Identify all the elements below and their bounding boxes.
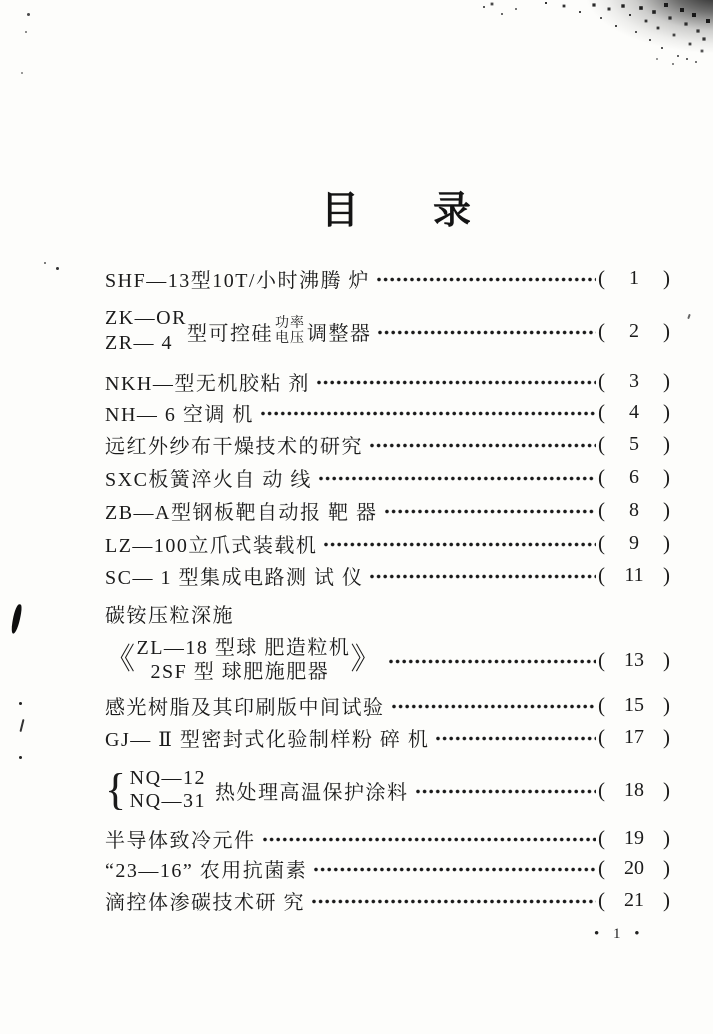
open-paren: ( (598, 318, 605, 343)
close-paren: ) (663, 431, 670, 456)
toc-dots-leader (314, 867, 596, 872)
toc-entry-title: NKH—型无机胶粘 剂 (105, 372, 310, 395)
ink-blot (10, 604, 22, 635)
scan-speck (56, 267, 59, 270)
page-number-value: 1 (629, 266, 639, 289)
toc-entry (105, 692, 670, 718)
close-paren: ) (663, 265, 670, 290)
open-paren: ( (598, 647, 605, 672)
toc-entry (105, 724, 670, 750)
toc-entry (105, 464, 670, 490)
scan-noise-corner (538, 0, 713, 85)
footer-page-number: • 1 • (594, 926, 645, 942)
open-paren: ( (598, 368, 605, 393)
toc-entry (105, 431, 670, 457)
open-paren: ( (598, 265, 605, 290)
scan-speck (19, 719, 24, 732)
page-number-value: 17 (624, 725, 644, 748)
toc-entry-title: SHF—13型10T/小时沸腾 炉 (105, 269, 370, 292)
toc-page-number (598, 498, 670, 523)
toc-dots-leader (377, 277, 596, 282)
page-number-value: 18 (624, 778, 644, 801)
toc-page-number (598, 648, 670, 673)
toc-dots-leader (261, 411, 596, 416)
scan-speck (27, 13, 30, 16)
open-paren: ( (598, 887, 605, 912)
page-number-value: 15 (624, 693, 644, 716)
toc-entry (105, 562, 670, 588)
model-code-top: ZK—OR (105, 307, 187, 329)
close-paren: ) (663, 368, 670, 393)
bracket-title-stack (137, 636, 351, 684)
toc-page-number (598, 725, 670, 750)
toc-entry (105, 636, 670, 684)
toc-page-number (598, 432, 670, 457)
toc-page-number (598, 400, 670, 425)
open-angle-bracket: 《 (105, 643, 137, 676)
toc-entry-title: 热处理高温保护涂料 (215, 781, 409, 804)
toc-entry (105, 368, 670, 394)
toc-page-number (598, 778, 670, 803)
toc-dots-leader (385, 509, 597, 514)
toc-entry-title: ZB—A型钢板靶自动报 靶 器 (105, 501, 378, 524)
open-paren: ( (598, 497, 605, 522)
page-number-value: 20 (624, 856, 644, 879)
toc-dots-leader (416, 789, 596, 794)
model-code-stack (105, 306, 187, 356)
toc-dots-leader (370, 443, 596, 448)
model-code-bottom: ZR— 4 (105, 332, 174, 354)
toc-page-number (598, 266, 670, 291)
close-paren: ) (663, 692, 670, 717)
toc-dots-leader (319, 476, 596, 481)
model-code-stack (130, 767, 206, 813)
toc-page-number (598, 465, 670, 490)
open-paren: ( (598, 724, 605, 749)
close-paren: ) (663, 825, 670, 850)
toc-entry-title: SXC板簧淬火自 动 线 (105, 468, 312, 491)
toc-entry (105, 265, 670, 291)
scan-speck (19, 756, 22, 759)
toc-entry-title: “23—16” 农用抗菌素 (105, 859, 308, 882)
left-brace: { (105, 765, 128, 814)
toc-entry (105, 825, 670, 851)
bracket-line-1: ZL—18 型球 肥造粒机 (136, 637, 351, 659)
model-code-top: NQ—12 (129, 767, 207, 789)
toc-entry-title: LZ—100立爪式装载机 (105, 534, 318, 557)
small-word-bottom: 电压 (274, 331, 305, 346)
toc-entry (105, 497, 670, 523)
toc-page-number (598, 531, 670, 556)
page-number-value: 8 (629, 498, 639, 521)
toc-dots-leader (312, 899, 596, 904)
scan-speckles (545, 2, 547, 4)
model-code-bottom: NQ—31 (129, 790, 207, 812)
open-paren: ( (598, 855, 605, 880)
close-paren: ) (663, 497, 670, 522)
open-paren: ( (598, 825, 605, 850)
close-paren: ) (663, 464, 670, 489)
scan-speck (687, 314, 691, 319)
open-paren: ( (598, 431, 605, 456)
small-word-stack (275, 316, 305, 346)
toc-entry-title: 滴控体渗碳技术研 究 (105, 891, 305, 914)
page-number-value: 21 (624, 888, 644, 911)
close-paren: ) (663, 318, 670, 343)
page-number-value: 2 (629, 319, 639, 342)
page-number-value: 13 (624, 648, 644, 671)
toc-entry-title: NH— 6 空调 机 (105, 403, 254, 426)
toc-page-number (598, 563, 670, 588)
open-paren: ( (598, 464, 605, 489)
toc-entry-title: SC— 1 型集成电路测 试 仪 (105, 566, 364, 589)
scan-speck (19, 702, 22, 705)
open-paren: ( (598, 692, 605, 717)
page-number-value: 5 (629, 432, 639, 455)
toc-dots-leader (389, 659, 596, 664)
close-paren: ) (663, 530, 670, 555)
page-number-value: 19 (624, 826, 644, 849)
close-paren: ) (663, 855, 670, 880)
page-number-value: 4 (629, 400, 639, 423)
toc-entry (105, 887, 670, 913)
close-paren: ) (663, 647, 670, 672)
close-angle-bracket: 》 (350, 643, 382, 676)
toc-entry (105, 303, 670, 359)
toc-dots-leader (317, 380, 596, 385)
small-word-top: 功率 (274, 316, 305, 331)
page-number-value: 9 (629, 531, 639, 554)
toc-dots-leader (392, 704, 597, 709)
close-paren: ) (663, 887, 670, 912)
toc-entry-title: 型可控硅 (186, 322, 273, 345)
toc-dots-leader (378, 330, 596, 335)
toc-entry (105, 766, 670, 814)
toc-dots-leader (436, 736, 596, 741)
toc-entry-title: 半导体致冷元件 (105, 829, 256, 852)
toc-page-number (598, 888, 670, 913)
toc-entry-title: 远红外纱布干燥技术的研究 (105, 435, 363, 458)
open-paren: ( (598, 562, 605, 587)
open-paren: ( (598, 399, 605, 424)
toc-page-number (598, 856, 670, 881)
toc-entry-title: 感光树脂及其印刷版中间试验 (105, 696, 385, 719)
toc-page-number (598, 826, 670, 851)
toc-page-number (598, 319, 670, 344)
scan-speck (21, 72, 23, 74)
toc-dots-leader (370, 574, 596, 579)
close-paren: ) (663, 777, 670, 802)
page-title: 目录 (321, 190, 546, 232)
bracket-line-2: 2SF 型 球肥施肥器 (150, 661, 330, 683)
toc-entry-title: 碳铵压粒深施 (105, 604, 234, 627)
toc-entry-title: GJ— Ⅱ 型密封式化验制样粉 碎 机 (105, 728, 430, 751)
page-number-value: 6 (629, 465, 639, 488)
open-paren: ( (598, 530, 605, 555)
toc-entry (105, 530, 670, 556)
toc-dots-leader (263, 837, 597, 842)
toc-entry (105, 855, 670, 881)
toc-entry-title-tail: 调整器 (306, 322, 372, 345)
scan-speck (25, 31, 27, 33)
toc-page-number (598, 693, 670, 718)
page-number-value: 3 (629, 369, 639, 392)
toc-entry (105, 600, 670, 626)
close-paren: ) (663, 724, 670, 749)
toc-page-number (598, 369, 670, 394)
toc-dots-leader (324, 542, 596, 547)
toc-entry (105, 399, 670, 425)
page-number-value: 11 (624, 563, 644, 586)
close-paren: ) (663, 399, 670, 424)
open-paren: ( (598, 777, 605, 802)
scan-speck (44, 262, 46, 264)
close-paren: ) (663, 562, 670, 587)
